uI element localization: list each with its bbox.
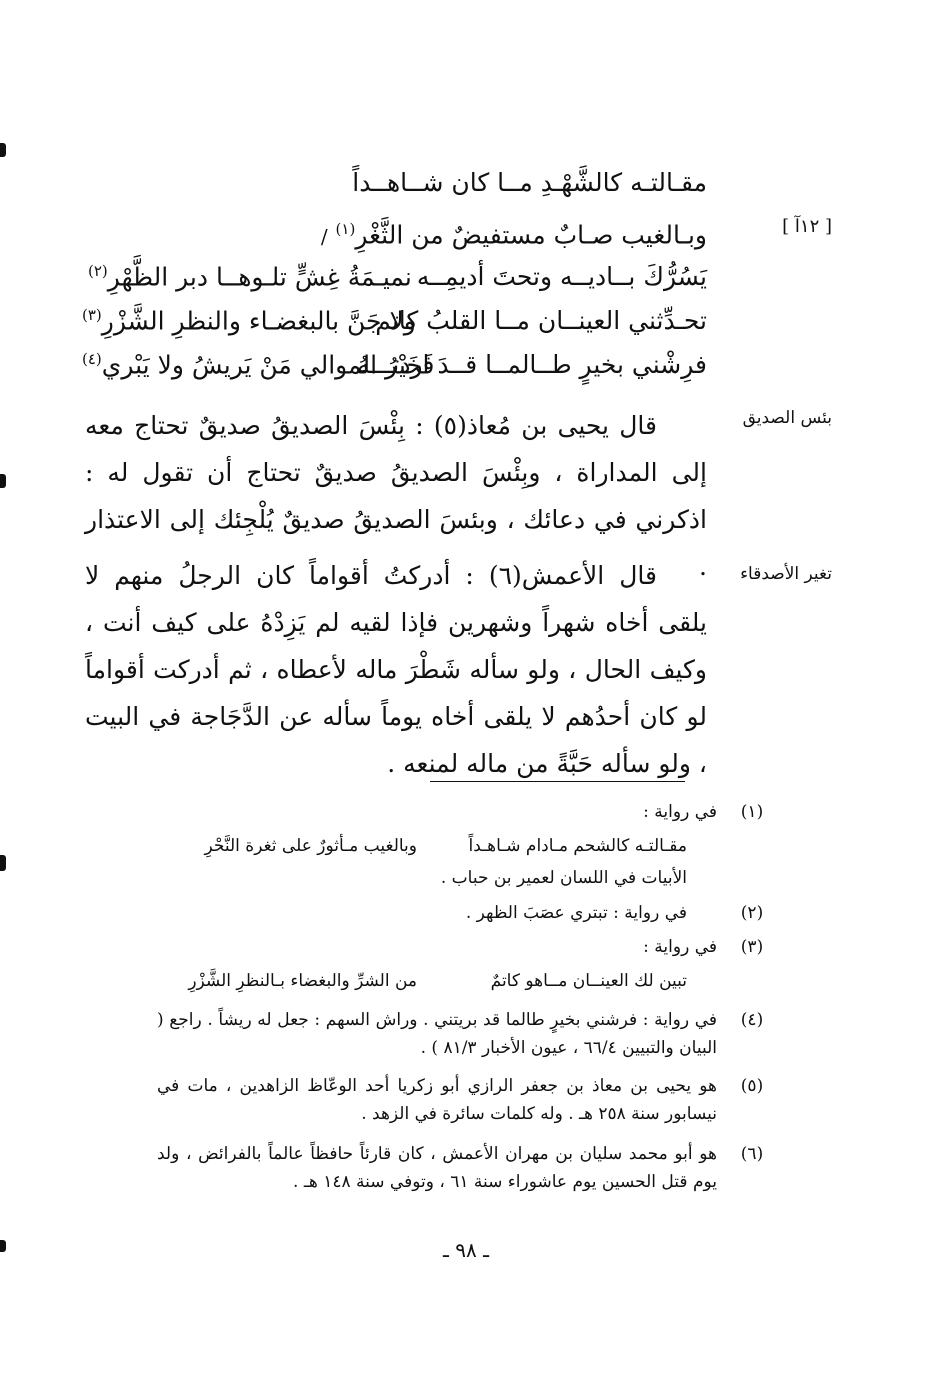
footnote-text: في رواية : — [643, 802, 717, 822]
footnote-number: (٦) — [740, 1144, 764, 1164]
verse-line — [82, 306, 416, 335]
verse-hemistich: من الشرِّ والبغضاء بـالنظرِ الشَّزْرِ — [188, 971, 417, 991]
footnote-number: (٢) — [740, 903, 764, 923]
footnote — [157, 933, 764, 995]
verse-hemistich: وبالغيب مـأثورٌ على ثغرة النَّحْرِ — [204, 836, 417, 856]
verse-hemistich: تحـدِّثني العينــان مــا القلبُ كاتم — [375, 306, 707, 335]
footnote-separator — [430, 781, 685, 782]
verse-hemistich: ولا جَنَّ بالبغضـاء والنظرِ الشَّزْرِ — [101, 306, 416, 336]
margin-heading: تغير الأصدقاء — [740, 564, 832, 584]
footnote — [157, 1140, 764, 1196]
footnote-text: في رواية : فرشني بخيرٍ طالما قد بريتني . وراش السهم : جعل له ريشاً . راجع ( البيان والتبيين ٦٦/٤ ، عيون الأخبار ٨١/٣ ) . — [157, 1010, 717, 1058]
footnote — [157, 899, 764, 927]
paragraph — [85, 552, 707, 787]
binding-mark — [0, 474, 6, 488]
footnote — [157, 1072, 764, 1128]
binding-mark — [0, 143, 6, 157]
verse-line — [321, 220, 707, 249]
footnote-ref[interactable]: (٢) — [88, 262, 108, 280]
footnote — [157, 798, 764, 892]
footnote-number: (٥) — [740, 1076, 764, 1096]
verse-hemistich: يَسُرُّكَ بــاديــه وتحتَ أديمِــه — [416, 262, 707, 291]
margin-heading: بئس الصديق — [742, 408, 832, 428]
footnote-text: هو يحيى بن معاذ بن جعفر الرازي أبو زكريا أحد الوعّاظ الزاهدين ، مات في نيسابور سنة ٢٥٨ هـ . وله كلمات سائرة في الزهد . — [157, 1076, 717, 1124]
footnote-verse — [157, 967, 717, 995]
paragraph-text: قال يحيى بن مُعاذ(٥) : بِئْسَ الصديقُ صديقٌ تحتاج معه إلى المداراة ، وبِئْسَ الصديقُ صديقٌ تحتاج أن تقول له : اذكرني في دعائك ، وبئسَ الصديقُ صديقٌ يُلْجِئك إلى الاعتذار . — [85, 411, 707, 581]
footnote-text: الأبيات في اللسان لعمير بن حباب . — [440, 868, 687, 888]
footnote-number: (٣) — [740, 937, 764, 957]
verse-hemistich: نميـمَةُ غِشٍّ تلـوهــا دبر الظَّهْرِ — [107, 262, 412, 292]
page-number: ـ ٩٨ ـ — [443, 1238, 489, 1262]
verse-line — [417, 262, 707, 291]
verse-hemistich: وبـالغيب صـابٌ مستفيضٌ من الثَّغْرِ — [355, 220, 707, 250]
footnote-verse — [157, 832, 717, 860]
footnote-ref[interactable]: (١) — [335, 220, 356, 238]
verse-hemistich: فرِشْني بخيرٍ طــالمــا قــدَ اردتـــهُ — [357, 350, 707, 379]
verse-hemistich: تبين لك العينــان مــاهو كاتمٌ — [490, 971, 687, 991]
folio-marker: [ ١٢آ ] — [782, 216, 832, 237]
verse-line — [82, 350, 434, 379]
line-mark: / — [320, 224, 328, 249]
verse-hemistich: فَخَيْرُ الموالي مَنْ يَريشُ ولا يَبْري — [101, 350, 435, 380]
verse-line — [375, 306, 707, 335]
footnote-ref[interactable]: (٣) — [82, 306, 102, 324]
footnote-number: (١) — [740, 802, 764, 822]
footnote — [157, 1006, 764, 1062]
verse-hemistich: مقـالتـه كالشَّهْـدِ مــا كان شــاهــداً — [352, 168, 707, 197]
verse-line — [88, 262, 412, 291]
verse-hemistich: مقـالتـه كالشحم مـادام شـاهـداً — [468, 836, 687, 856]
footnote-number: (٤) — [740, 1010, 764, 1030]
verse-line — [352, 168, 707, 197]
footnote-text: في رواية : — [643, 937, 717, 957]
footnote-ref[interactable]: (٤) — [82, 350, 102, 368]
binding-mark — [0, 855, 6, 871]
footnote-text: في رواية : تبتري عصَبَ الظهر . — [465, 903, 687, 923]
footnote-text: هو أبو محمد سليان بن مهران الأعمش ، كان قارئاً حافظاً عالماً بالفرائض ، ولد يوم قتل الحسين يوم عاشوراء سنة ٦١ ، وتوفي سنة ١٤٨ هـ . — [157, 1144, 718, 1192]
paragraph-text: قال الأعمش(٦) : أدركتُ أقواماً كان الرجلُ منهم لا يلقى أخاه شهراً وشهرين فإذا لقيه لم يَزِدْهُ على كيف أنت ، وكيف الحال ، ولو سأله شَطْرَ ماله لأعطاه ، ثم أدركت أقواماً لو كان أحدُهم لا يلقى أخاه يوماً سأله عن الدَّجَاجة في البيت ، ولو سأله حَبَّةً من ماله لمنعه . — [85, 561, 707, 778]
